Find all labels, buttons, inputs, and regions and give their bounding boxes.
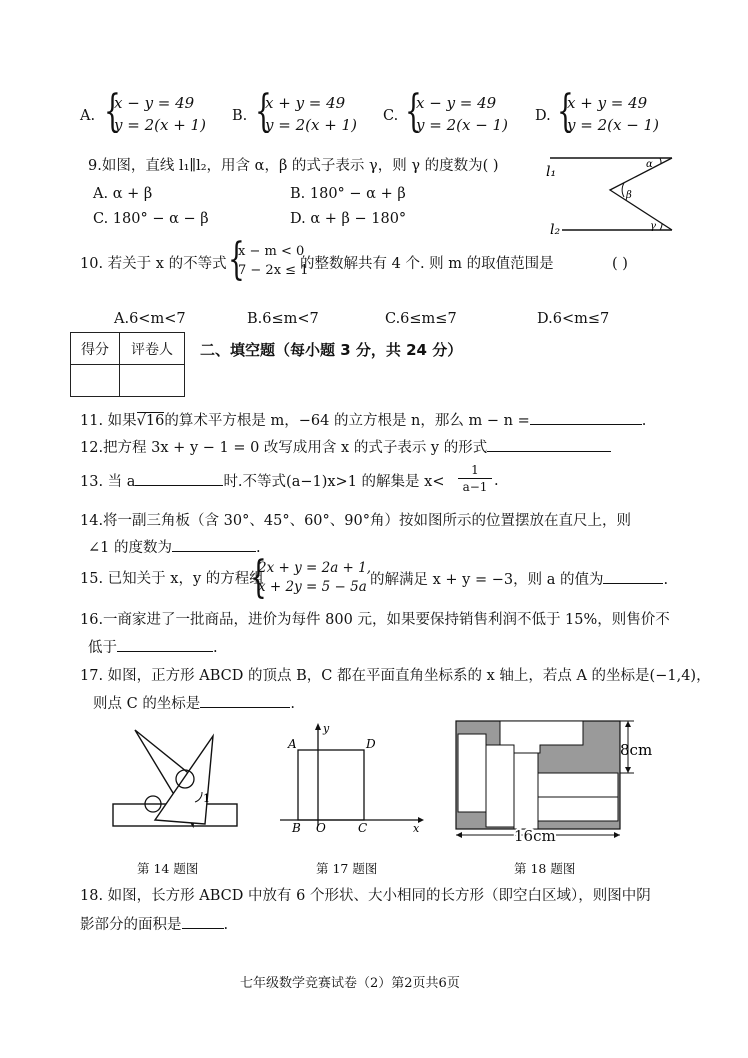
label-beta: β bbox=[626, 190, 632, 201]
q10-eq2: 7 − 2x ≤ 1 bbox=[238, 263, 309, 278]
fig18-rectangles bbox=[448, 715, 688, 850]
q16-text: 低于 bbox=[88, 640, 117, 656]
q18-line2 bbox=[80, 914, 228, 935]
q11-part-b: 的算术平方根是 m，−64 的立方根是 n，那么 m − n = bbox=[164, 413, 530, 429]
q8-option-a-brace: { bbox=[104, 86, 121, 137]
q13-part-b: 时.不等式(a−1)x>1 的解集是 x< bbox=[223, 474, 445, 490]
white-rect-2 bbox=[486, 745, 514, 827]
white-rect-3 bbox=[514, 753, 538, 829]
q13-part-a: 13. 当 a bbox=[80, 474, 136, 490]
q8-option-c-eq1: x − y = 49 bbox=[416, 94, 497, 112]
fig17-label-a: A bbox=[288, 737, 297, 751]
q14-end: . bbox=[255, 540, 261, 556]
q8-option-a-system bbox=[114, 92, 206, 136]
score-cell[interactable] bbox=[71, 365, 120, 397]
q8-option-c-eq2: y = 2(x − 1) bbox=[416, 116, 508, 134]
q17-line2 bbox=[93, 693, 295, 714]
q8-option-b-eq1: x + y = 49 bbox=[265, 94, 346, 112]
q16-end: . bbox=[213, 640, 218, 656]
square-abcd bbox=[298, 750, 364, 820]
fig17-label-y: y bbox=[323, 722, 330, 735]
width-arrow-right bbox=[614, 832, 620, 838]
q8-option-d-eq1: x + y = 49 bbox=[567, 94, 648, 112]
q8-option-a-label: A. bbox=[80, 108, 96, 124]
fig14-triangles bbox=[105, 722, 245, 834]
q17-text: 则点 C 的坐标是 bbox=[93, 696, 201, 712]
fig17-label-o: O bbox=[316, 821, 326, 832]
q8-option-c-brace: { bbox=[405, 86, 422, 137]
fig17-label-c: C bbox=[358, 821, 368, 832]
q15-suffix bbox=[370, 569, 668, 590]
q13-numerator: 1 bbox=[458, 462, 492, 479]
q14-line1: 14.将一副三角板（含 30°、45°、60°、90°角）按如图所示的位置摆放在直尺上，则 bbox=[80, 513, 631, 529]
white-rect-5 bbox=[538, 797, 618, 821]
label-alpha: α bbox=[646, 159, 653, 170]
zigzag-line bbox=[610, 158, 672, 230]
q13-end: . bbox=[494, 473, 499, 489]
q16-line1: 16.一商家进了一批商品，进价为每件 800 元，如果要保持销售利润不低于 15%，则售价不 bbox=[80, 612, 670, 628]
q8-option-c-system bbox=[416, 92, 508, 136]
q15-brace: { bbox=[250, 552, 267, 603]
q9-option-c: C. 180° − α − β bbox=[93, 211, 209, 227]
q8-option-b-system bbox=[265, 92, 357, 136]
q10-option-a: A.6<m<7 bbox=[114, 311, 186, 327]
label-l2: l₂ bbox=[550, 222, 561, 238]
q10-system bbox=[238, 242, 308, 280]
q11-answer-blank[interactable] bbox=[530, 410, 642, 425]
q10-brace: { bbox=[228, 234, 245, 285]
q14-answer-blank[interactable] bbox=[172, 537, 256, 552]
q9-option-a: A. α + β bbox=[93, 186, 153, 202]
width-arrow-left bbox=[456, 832, 462, 838]
fig18-caption: 第 18 题图 bbox=[514, 861, 576, 876]
q15-eq2: x + 2y = 5 − 5a bbox=[258, 579, 367, 595]
fig17-caption: 第 17 题图 bbox=[316, 861, 378, 876]
q12-text: 12.把方程 3x + y − 1 = 0 改写成用含 x 的式子表示 y 的形式 bbox=[80, 440, 488, 456]
q10-option-c: C.6≤m≤7 bbox=[385, 311, 457, 327]
q8-option-d-brace: { bbox=[557, 86, 574, 137]
grader-header: 评卷人 bbox=[120, 333, 185, 365]
q9-stem: 9.如图，直线 l₁∥l₂，用含 α，β 的式子表示 γ，则 γ 的度数为( ) bbox=[88, 158, 499, 174]
fig17-label-x: x bbox=[413, 822, 420, 832]
q8-option-a-eq2: y = 2(x + 1) bbox=[114, 116, 206, 134]
score-header: 得分 bbox=[71, 333, 120, 365]
q9-figure bbox=[540, 150, 680, 240]
q14-line2 bbox=[88, 537, 261, 558]
q8-option-a-eq1: x − y = 49 bbox=[114, 94, 195, 112]
q10-option-d: D.6<m≤7 bbox=[537, 311, 610, 327]
q8-option-d-eq2: y = 2(x − 1) bbox=[567, 116, 659, 134]
q18-line1: 18. 如图，长方形 ABCD 中放有 6 个形状、大小相同的长方形（即空白区域），则图中阴 bbox=[80, 888, 651, 904]
q16-answer-blank[interactable] bbox=[117, 637, 213, 652]
q18-end: . bbox=[223, 917, 229, 933]
label-gamma: γ bbox=[650, 221, 656, 232]
height-arrow-bottom bbox=[625, 767, 631, 773]
q9-option-d: D. α + β − 180° bbox=[290, 211, 407, 227]
q8-option-d-label: D. bbox=[535, 108, 551, 124]
q12 bbox=[80, 437, 611, 458]
q14-text: ∠1 的度数为 bbox=[88, 540, 172, 556]
q16-line2 bbox=[88, 637, 218, 658]
q17-line1: 17. 如图，正方形 ABCD 的顶点 B，C 都在平面直角坐标系的 x 轴上，若点 A 的坐标是(−1,4)， bbox=[80, 668, 711, 684]
fig14-angle-label: 1 bbox=[203, 792, 210, 805]
q12-answer-blank[interactable] bbox=[487, 437, 611, 452]
q9-option-b: B. 180° − α + β bbox=[290, 186, 406, 202]
q17-end: . bbox=[290, 696, 295, 712]
q8-option-b-eq2: y = 2(x + 1) bbox=[265, 116, 357, 134]
q10-answer-paren: ( ) bbox=[612, 256, 628, 272]
label-l1: l₁ bbox=[546, 164, 557, 180]
fig18-height-label: 8cm bbox=[620, 741, 653, 759]
section2-title: 二、填空题（每小题 3 分，共 24 分） bbox=[200, 341, 463, 359]
q15-system bbox=[258, 559, 371, 597]
angle-alpha-arc bbox=[660, 158, 661, 164]
q10-eq1: x − m < 0 bbox=[238, 244, 305, 259]
fig17-label-b: B bbox=[292, 821, 301, 832]
q8-option-b-label: B. bbox=[232, 108, 248, 124]
q11-end: . bbox=[641, 413, 647, 429]
q10-suffix: 的整数解共有 4 个. 则 m 的取值范围是 bbox=[300, 256, 554, 272]
score-table bbox=[70, 332, 185, 397]
page-footer: 七年级数学竞赛试卷（2）第2页共6页 bbox=[240, 976, 460, 991]
fig17-label-d: D bbox=[366, 737, 376, 751]
q13-answer-blank[interactable] bbox=[135, 471, 223, 486]
q15-eq1: 2x + y = 2a + 1, bbox=[258, 560, 372, 576]
y-axis-arrow bbox=[315, 723, 321, 730]
fig14-caption: 第 14 题图 bbox=[137, 861, 199, 876]
q8-option-d-system bbox=[567, 92, 659, 136]
q17-answer-blank[interactable] bbox=[200, 693, 290, 708]
q13-denominator: a−1 bbox=[462, 480, 488, 494]
fig17-coordinate-plane bbox=[278, 720, 428, 832]
q18-text: 影部分的面积是 bbox=[80, 917, 182, 933]
angle-gamma-arc bbox=[660, 223, 662, 230]
q8-option-c-label: C. bbox=[383, 108, 399, 124]
white-rect-4 bbox=[538, 773, 618, 797]
q18-answer-blank[interactable] bbox=[182, 914, 224, 929]
q13-fraction bbox=[458, 462, 492, 495]
q15-prefix: 15. 已知关于 x，y 的方程组 bbox=[80, 571, 264, 587]
q15-answer-blank[interactable] bbox=[603, 569, 663, 584]
q15-text: 的解满足 x + y = −3，则 a 的值为 bbox=[370, 572, 604, 588]
height-arrow-top bbox=[625, 721, 631, 727]
fig18-width-label: 16cm bbox=[514, 827, 556, 845]
q13 bbox=[80, 471, 444, 492]
q10-option-b: B.6≤m<7 bbox=[247, 311, 319, 327]
q11 bbox=[80, 410, 646, 431]
q15-end: . bbox=[663, 572, 669, 588]
q10-prefix: 10. 若关于 x 的不等式 bbox=[80, 256, 227, 272]
white-rect-1 bbox=[458, 734, 486, 812]
angle-beta-arc bbox=[622, 183, 624, 197]
triangle-45 bbox=[155, 736, 213, 824]
grader-cell[interactable] bbox=[120, 365, 185, 397]
q11-part-a: 11. 如果 bbox=[80, 413, 137, 429]
q8-option-b-brace: { bbox=[255, 86, 272, 137]
q11-sqrt: √16 bbox=[136, 413, 165, 429]
